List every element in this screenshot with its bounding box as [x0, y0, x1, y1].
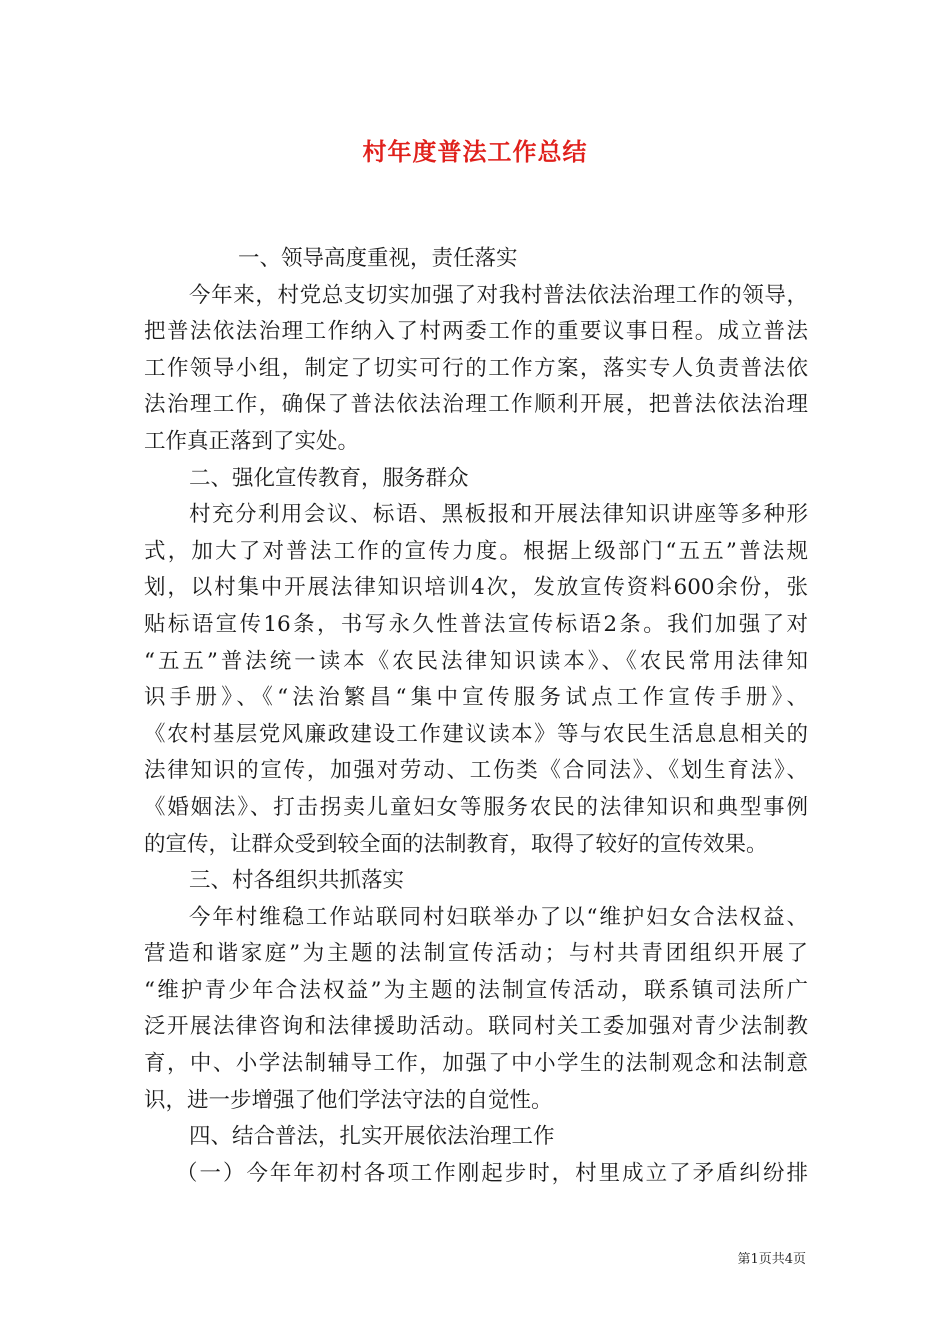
section-heading: 四、结合普法，扎实开展依法治理工作	[189, 1124, 555, 1150]
page-number-footer: 第1页共4页	[737, 1252, 806, 1267]
paragraph-line: 营造和谐家庭”为主题的法制宣传活动；与村共青团组织开展了	[144, 941, 808, 967]
paragraph-line: 工作领导小组，制定了切实可行的工作方案，落实专人负责普法依	[144, 355, 808, 381]
paragraph-line: 今年来，村党总支切实加强了对我村普法依法治理工作的领导，	[189, 282, 808, 308]
section-heading: 二、强化宣传教育，服务群众	[189, 465, 469, 491]
paragraph-line: 工作真正落到了实处。	[144, 428, 360, 454]
paragraph-line: 识手册》、《“法治繁昌“集中宣传服务试点工作宣传手册》、	[144, 685, 808, 711]
paragraph-line: 村充分利用会议、标语、黑板报和开展法律知识讲座等多种形	[189, 502, 808, 528]
paragraph-line: 式，加大了对普法工作的宣传力度。根据上级部门“五五”普法规	[144, 538, 808, 564]
document-body	[144, 241, 808, 1192]
paragraph-line: “维护青少年合法权益”为主题的法制宣传活动，联系镇司法所广	[144, 977, 808, 1003]
paragraph-line: （一）今年年初村各项工作刚起步时，村里成立了矛盾纠纷排	[176, 1160, 808, 1186]
paragraph-line: “五五”普法统一读本《农民法律知识读本》、《农民常用法律知	[144, 648, 808, 674]
paragraph-line: 划，以村集中开展法律知识培训4次，发放宣传资料600余份，张	[144, 575, 808, 601]
paragraph-line: 贴标语宣传16条，书写永久性普法宣传标语2条。我们加强了对	[144, 611, 808, 637]
paragraph-line: 法律知识的宣传，加强对劳动、工伤类《合同法》、《划生育法》、	[144, 758, 808, 784]
paragraph-line: 的宣传，让群众受到较全面的法制教育，取得了较好的宣传效果。	[144, 831, 768, 857]
page-title: 村年度普法工作总结	[362, 137, 588, 166]
section-heading: 一、领导高度重视，责任落实	[238, 246, 518, 271]
paragraph-line: 今年村维稳工作站联同村妇联举办了以“维护妇女合法权益、	[189, 904, 808, 930]
paragraph-line: 法治理工作，确保了普法依法治理工作顺利开展，把普法依法治理	[144, 392, 808, 418]
paragraph-line: 《农村基层党风廉政建设工作建议读本》等与农民生活息息相关的	[144, 721, 808, 747]
paragraph-line: 识，进一步增强了他们学法守法的自觉性。	[144, 1087, 553, 1113]
paragraph-line: 育，中、小学法制辅导工作，加强了中小学生的法制观念和法制意	[144, 1051, 808, 1077]
paragraph-line: 把普法依法治理工作纳入了村两委工作的重要议事日程。成立普法	[144, 319, 808, 345]
paragraph-line: 《婚姻法》、打击拐卖儿童妇女等服务农民的法律知识和典型事例	[144, 794, 808, 820]
section-heading: 三、村各组织共抓落实	[189, 868, 405, 894]
paragraph-line: 泛开展法律咨询和法律援助活动。联同村关工委加强对青少法制教	[144, 1014, 808, 1040]
